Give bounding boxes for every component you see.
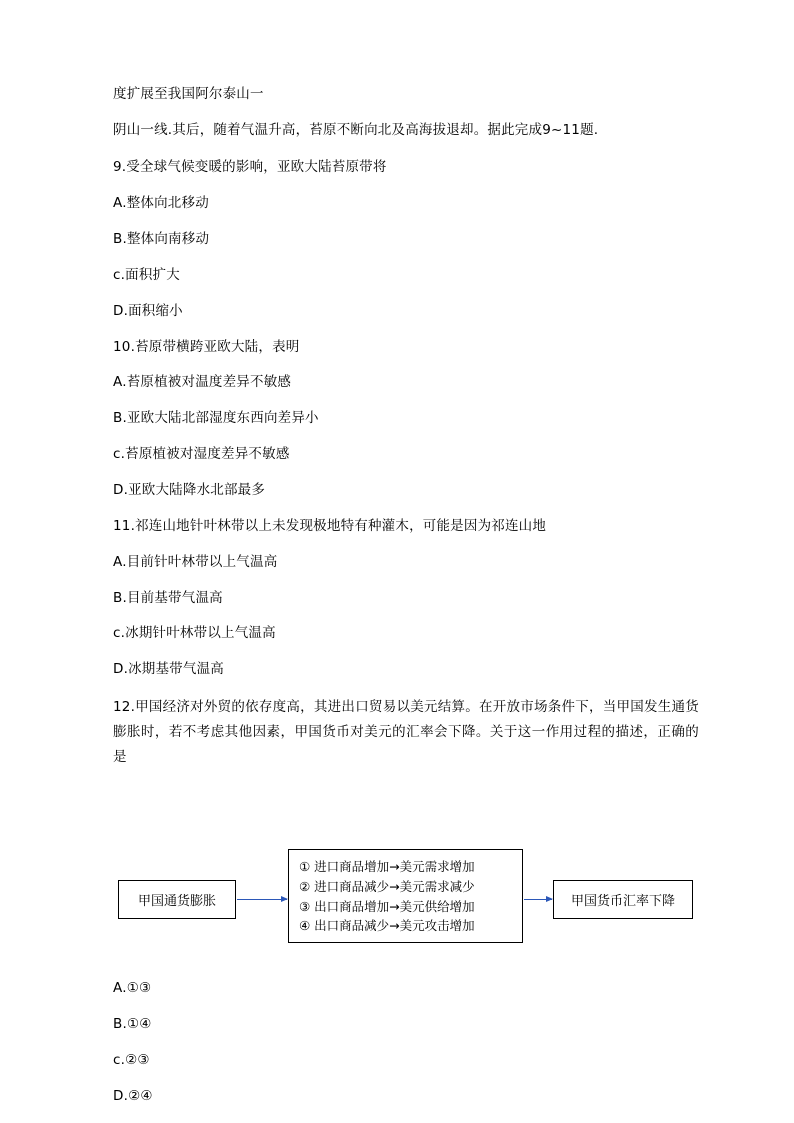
intro-line-2: 阴山一线.其后，随着气温升高，苔原不断向北及高海拔退却。据此完成9~11题. [113,121,599,138]
question-11-option-d: D.冰期基带气温高 [113,661,224,678]
question-10-option-c: c.苔原植被对湿度差异不敏感 [113,446,290,463]
question-9-option-d: D.面积缩小 [113,302,183,319]
question-11-option-b: B.目前基带气温高 [113,589,223,606]
question-10-option-a: A.苔原植被对温度差异不敏感 [113,374,292,391]
question-12-option-c: c.②③ [113,1051,150,1068]
flow-diagram [113,822,699,972]
arrow-right-icon [237,899,287,900]
question-11-stem: 11.祁连山地针叶林带以上未发现极地特有种灌木，可能是因为祁连山地 [113,517,547,534]
question-11-option-c: c.冰期针叶林带以上气温高 [113,625,276,642]
question-11-option-a: A.目前针叶林带以上气温高 [113,553,278,570]
diagram-item-1: ① 进口商品增加→美元需求增加 [299,859,475,875]
question-10-option-d: D.亚欧大陆降水北部最多 [113,481,266,498]
diagram-middle-box [288,849,523,943]
question-12-stem: 12.甲国经济对外贸的依存度高，其进出口贸易以美元结算。在开放市场条件下，当甲国发生通货膨胀时，若不考虑其他因素，甲国货币对美元的汇率会下降。关于这一作用过程的描述，正确的是 [113,699,699,766]
question-10-option-b: B.亚欧大陆北部湿度东西向差异小 [113,410,319,427]
question-12-options [113,978,699,1107]
intro-line-1: 度扩展至我国阿尔泰山一 [113,86,264,102]
question-12-option-a: A.①③ [113,980,152,997]
diagram-left-box: 甲国通货膨胀 [118,880,236,919]
question-12-option-b: B.①④ [113,1015,152,1032]
diagram-item-2: ② 进口商品减少→美元需求减少 [299,878,475,894]
question-9-option-a: A.整体向北移动 [113,195,209,212]
question-9-option-c: c.面积扩大 [113,266,180,283]
diagram-item-4: ④ 出口商品减少→美元攻击增加 [299,918,475,934]
question-12-option-d: D.②④ [113,1087,153,1104]
diagram-item-3: ③ 出口商品增加→美元供给增加 [299,898,475,914]
question-9-stem: 9.受全球气候变暖的影响，亚欧大陆苔原带将 [113,159,387,176]
question-10-stem: 10.苔原带横跨亚欧大陆，表明 [113,338,300,355]
diagram-right-box: 甲国货币汇率下降 [553,880,693,919]
arrow-right-icon-2 [524,899,552,900]
question-9-option-b: B.整体向南移动 [113,230,210,247]
document-content [113,84,699,1121]
